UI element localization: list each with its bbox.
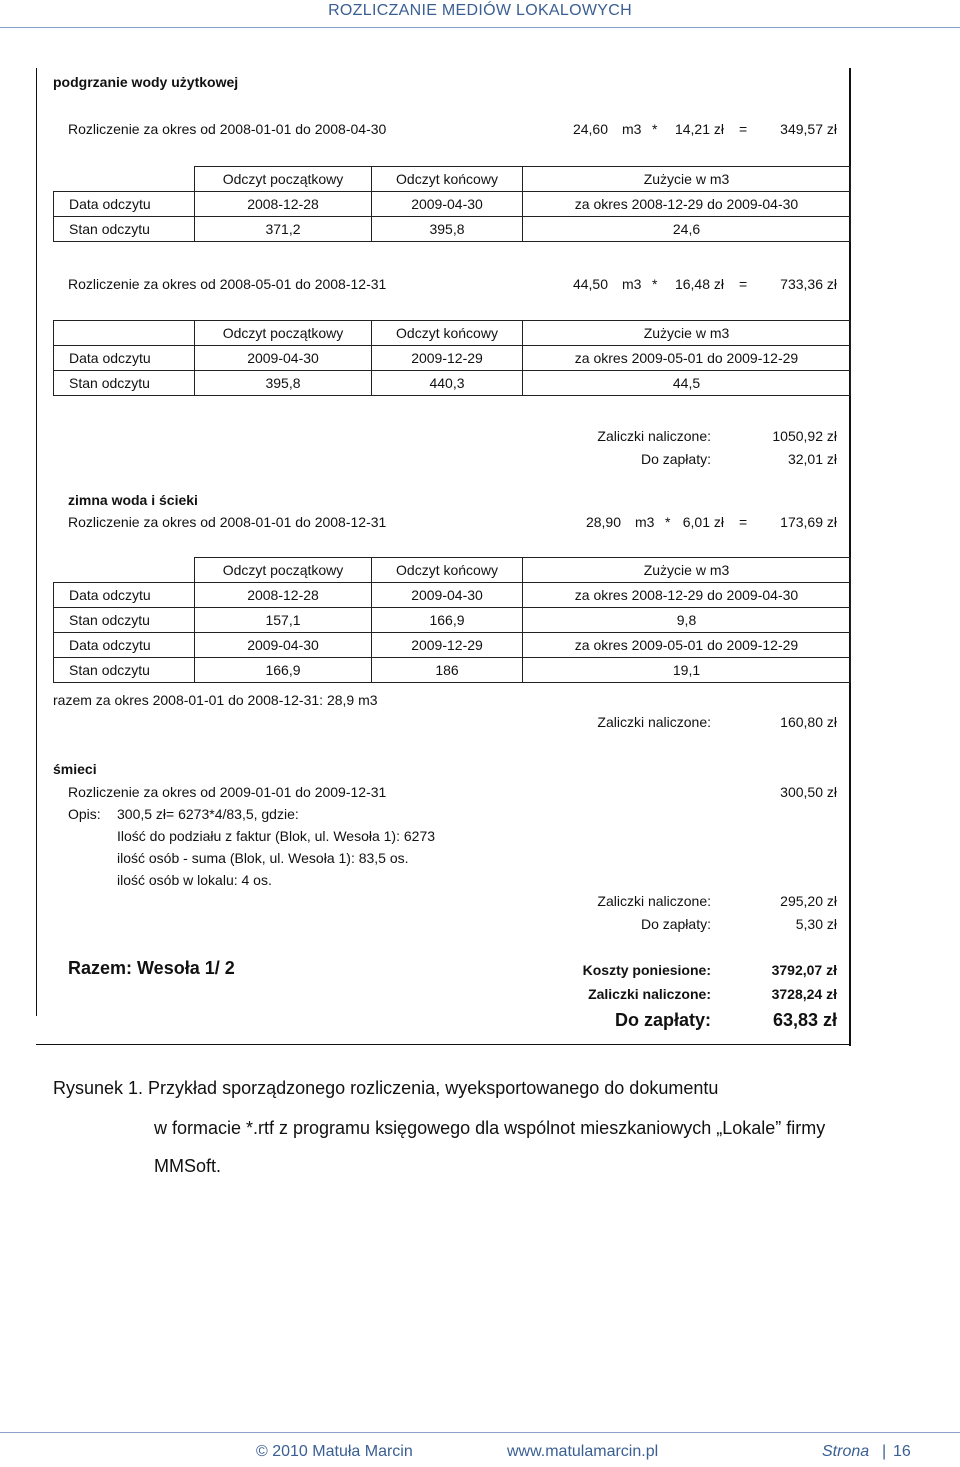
multiply-sign: *: [652, 121, 658, 137]
table-cell: 19,1: [523, 658, 851, 683]
table-header-row: [54, 321, 851, 346]
column-header: Odczyt końcowy: [372, 321, 523, 346]
advances-value: 295,20 zł: [780, 893, 837, 909]
running-header: ROZLICZANIE MEDIÓW LOKALOWYCH: [328, 2, 632, 19]
table-cell: za okres 2008-12-29 do 2009-04-30: [523, 192, 851, 217]
footer-page-separator: |: [882, 1443, 887, 1460]
unit: m3: [622, 121, 642, 137]
table-cell: 2009-12-29: [372, 633, 523, 658]
advances-value: 1050,92 zł: [772, 428, 837, 444]
column-header: Odczyt początkowy: [195, 321, 372, 346]
description-label: Opis:: [68, 806, 101, 822]
frame-bottom-border: [36, 1044, 851, 1045]
readings-table: [53, 320, 851, 396]
table-cell: 157,1: [195, 608, 372, 633]
equals-sign: =: [739, 121, 748, 137]
row-label: Data odczytu: [54, 633, 195, 658]
advances-label: Zaliczki naliczone:: [597, 714, 711, 730]
equals-sign: =: [739, 276, 748, 292]
table-cell: 395,8: [372, 217, 523, 242]
description-line: 300,5 zł= 6273*4/83,5, gdzie:: [117, 806, 299, 822]
table-cell: 24,6: [523, 217, 851, 242]
table-cell: 2008-12-28: [195, 583, 372, 608]
advances-label: Zaliczki naliczone:: [597, 428, 711, 444]
period-total: 300,50 zł: [780, 784, 837, 800]
table-cell: 2009-04-30: [372, 583, 523, 608]
row-label: Data odczytu: [54, 583, 195, 608]
period-heading: Rozliczenie za okres od 2008-05-01 do 2008-12-31: [68, 276, 387, 292]
multiply-sign: *: [652, 276, 658, 292]
table-row: [54, 371, 851, 396]
description-line: ilość osób - suma (Blok, ul. Wesoła 1): 83,5 os.: [117, 850, 409, 866]
table-cell: za okres 2009-05-01 do 2009-12-29: [523, 633, 851, 658]
unit: m3: [622, 276, 642, 292]
table-cell-empty: [54, 321, 195, 346]
column-header: Odczyt końcowy: [372, 558, 523, 583]
description-line: Ilość do podziału z faktur (Blok, ul. Wesoła 1): 6273: [117, 828, 436, 844]
unit-price: 14,21 zł: [674, 121, 724, 137]
table-cell: 9,8: [523, 608, 851, 633]
row-label: Data odczytu: [54, 192, 195, 217]
unit-price: 16,48 zł: [674, 276, 724, 292]
to-pay-label: Do zapłaty:: [640, 451, 711, 467]
table-cell: 186: [372, 658, 523, 683]
unit-price: 6,01 zł: [682, 514, 724, 530]
multiply-sign: *: [665, 514, 671, 530]
period-total: 733,36 zł: [780, 276, 837, 292]
table-row: [54, 217, 851, 242]
table-header-row: [54, 167, 851, 192]
section-title-trash: śmieci: [53, 761, 97, 777]
table-cell: 2009-12-29: [372, 346, 523, 371]
to-pay-label: Do zapłaty:: [614, 1010, 711, 1030]
frame-left-border: [36, 68, 37, 1016]
row-label: Data odczytu: [54, 346, 195, 371]
footer-url[interactable]: www.matulamarcin.pl: [507, 1443, 659, 1460]
table-cell: 44,5: [523, 371, 851, 396]
column-header: Zużycie w m3: [523, 167, 851, 192]
usage-summary: razem za okres 2008-01-01 do 2008-12-31: 28,9 m3: [53, 692, 378, 708]
column-header: Odczyt początkowy: [195, 558, 372, 583]
advances-value: 160,80 zł: [780, 714, 837, 730]
table-cell-empty: [54, 167, 195, 192]
table-cell: 395,8: [195, 371, 372, 396]
row-label: Stan odczytu: [54, 608, 195, 633]
to-pay-value: 32,01 zł: [787, 451, 837, 467]
column-header: Zużycie w m3: [523, 558, 851, 583]
table-cell: 166,9: [372, 608, 523, 633]
equals-sign: =: [739, 514, 748, 530]
table-cell-empty: [54, 558, 195, 583]
costs-value: 3792,07 zł: [771, 962, 837, 978]
table-header-row: [54, 558, 851, 583]
section-title-cold-water: zimna woda i ścieki: [68, 492, 198, 508]
footer-page-label: Strona: [822, 1443, 870, 1460]
period-total: 173,69 zł: [780, 514, 837, 530]
table-cell: 166,9: [195, 658, 372, 683]
quantity: 44,50: [572, 276, 608, 292]
table-row: [54, 192, 851, 217]
period-heading: Rozliczenie za okres od 2008-01-01 do 2008-12-31: [68, 514, 387, 530]
table-cell: 440,3: [372, 371, 523, 396]
footer-divider: [0, 1432, 960, 1433]
figure-caption-line: Rysunek 1. Przykład sporządzonego rozliczenia, wyeksportowanego do dokumentu: [53, 1078, 719, 1098]
table-cell: 2009-04-30: [372, 192, 523, 217]
table-row: [54, 658, 851, 683]
section-title-hot-water: podgrzanie wody użytkowej: [53, 74, 239, 90]
table-cell: 2008-12-28: [195, 192, 372, 217]
row-label: Stan odczytu: [54, 658, 195, 683]
advances-label: Zaliczki naliczone:: [588, 986, 711, 1002]
quantity: 28,90: [585, 514, 621, 530]
table-cell: 371,2: [195, 217, 372, 242]
readings-table: [53, 166, 851, 242]
table-cell: 2009-04-30: [195, 346, 372, 371]
column-header: Odczyt początkowy: [195, 167, 372, 192]
table-cell: za okres 2009-05-01 do 2009-12-29: [523, 346, 851, 371]
quantity: 24,60: [572, 121, 608, 137]
period-heading: Rozliczenie za okres od 2008-01-01 do 2008-04-30: [68, 121, 387, 137]
grand-total-title: Razem: Wesoła 1/ 2: [68, 958, 235, 978]
table-row: [54, 346, 851, 371]
column-header: Zużycie w m3: [523, 321, 851, 346]
figure-caption-line: w formacie *.rtf z programu księgowego dla wspólnot mieszkaniowych „Lokale” firmy: [154, 1118, 826, 1138]
figure-caption-line: MMSoft.: [154, 1156, 222, 1176]
readings-table: [53, 557, 851, 683]
table-row: [54, 633, 851, 658]
row-label: Stan odczytu: [54, 217, 195, 242]
footer-page-number: 16: [893, 1443, 911, 1460]
table-row: [54, 583, 851, 608]
advances-value: 3728,24 zł: [771, 986, 837, 1002]
advances-label: Zaliczki naliczone:: [597, 893, 711, 909]
to-pay-value: 5,30 zł: [795, 916, 837, 932]
period-heading: Rozliczenie za okres od 2009-01-01 do 2009-12-31: [68, 784, 387, 800]
header-divider: [0, 27, 960, 28]
table-cell: za okres 2008-12-29 do 2009-04-30: [523, 583, 851, 608]
costs-label: Koszty poniesione:: [582, 962, 711, 978]
footer-copyright: © 2010 Matuła Marcin: [256, 1443, 413, 1460]
description-line: ilość osób w lokalu: 4 os.: [117, 872, 272, 888]
period-total: 349,57 zł: [780, 121, 837, 137]
to-pay-label: Do zapłaty:: [640, 916, 711, 932]
unit: m3: [635, 514, 655, 530]
table-row: [54, 608, 851, 633]
row-label: Stan odczytu: [54, 371, 195, 396]
to-pay-value: 63,83 zł: [772, 1010, 837, 1030]
column-header: Odczyt końcowy: [372, 167, 523, 192]
table-cell: 2009-04-30: [195, 633, 372, 658]
